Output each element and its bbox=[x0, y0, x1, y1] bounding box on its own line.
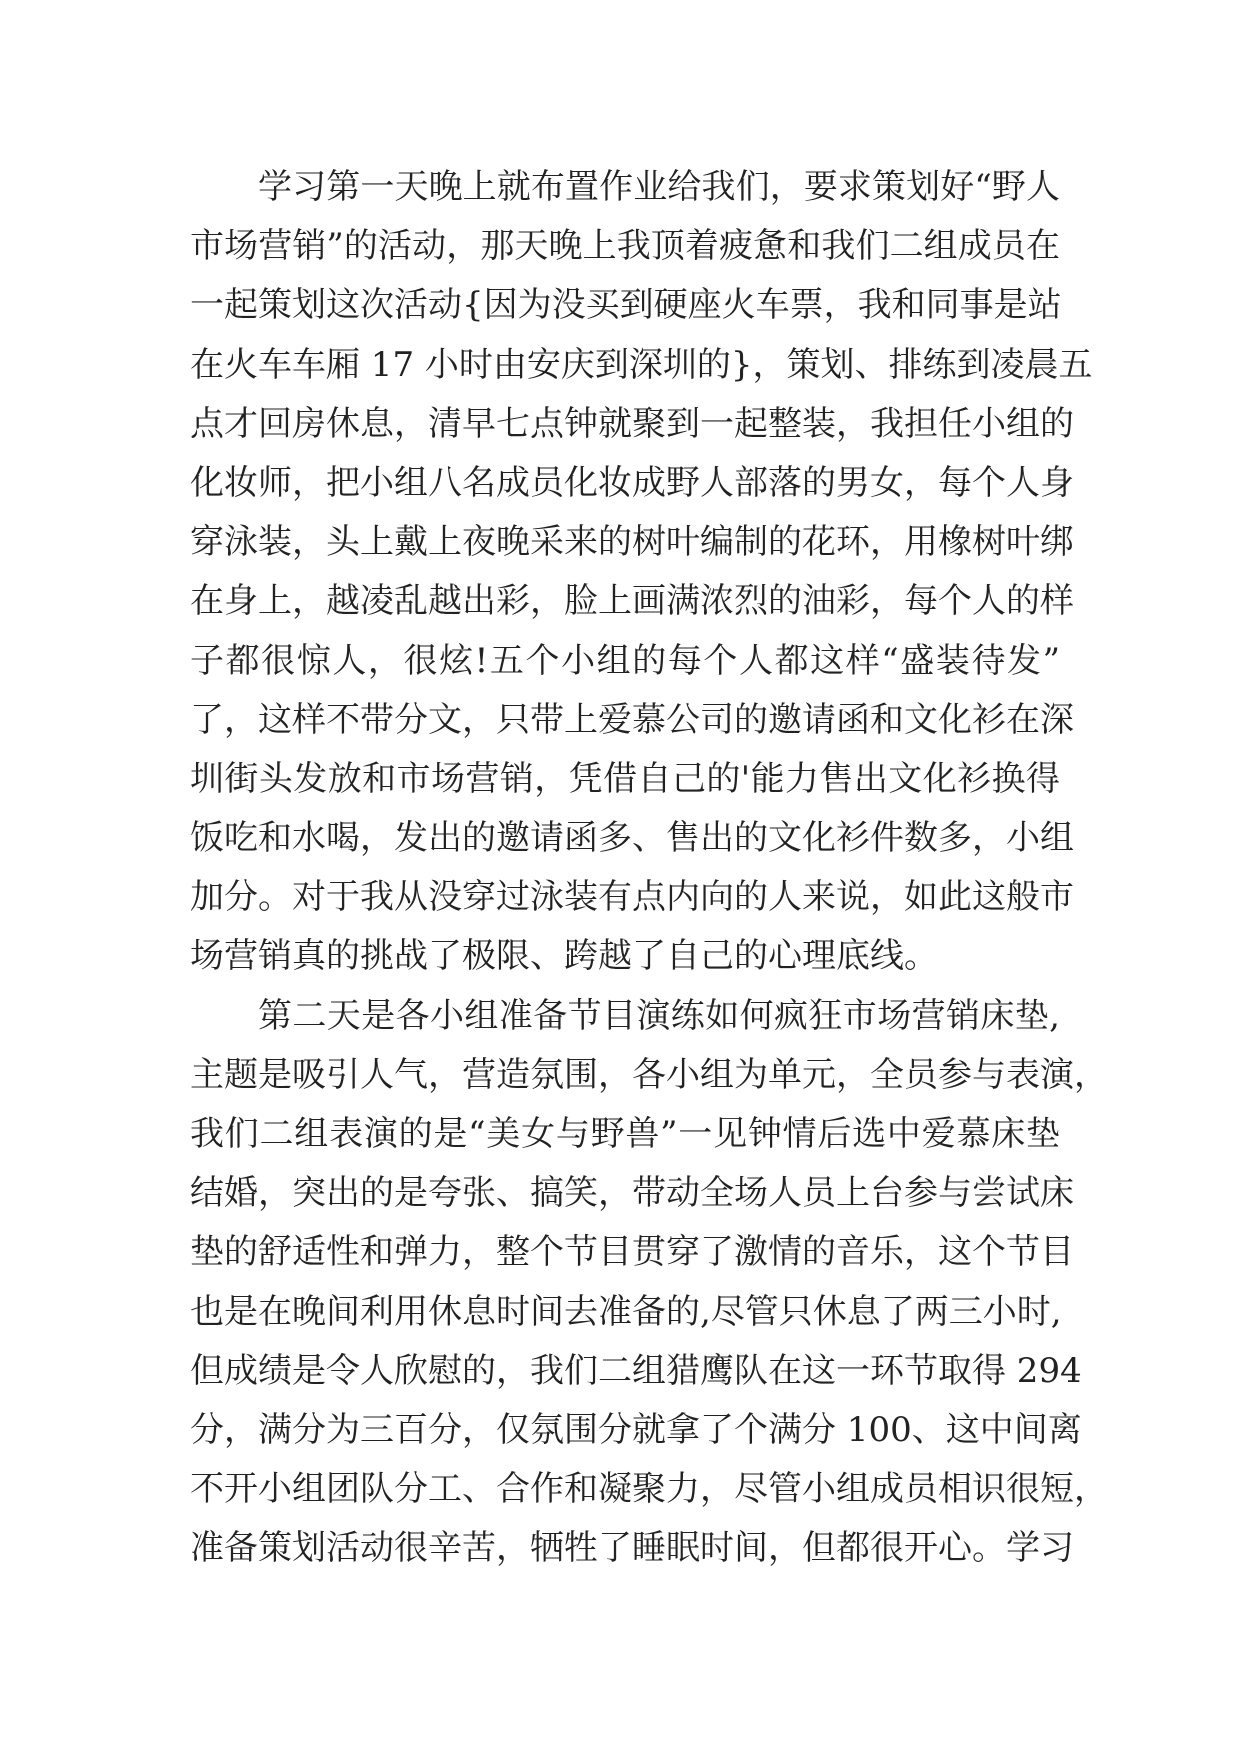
document-body bbox=[190, 158, 1108, 1579]
text-line: 穿泳装，头上戴上夜晚采来的树叶编制的花环，用橡树叶绑 bbox=[190, 522, 1074, 563]
text-line: 在火车车厢 17 小时由安庆到深圳的}，策划、排练到凌晨五 bbox=[190, 344, 1093, 385]
text-line: 结婚，突出的是夸张、搞笑，带动全场人员上台参与尝试床 bbox=[190, 1173, 1074, 1214]
text-line: 第二天是各小组准备节目演练如何疯狂市场营销床垫, bbox=[258, 995, 1060, 1036]
text-line: 子都很惊人，很炫!五个小组的每个人都这样“盛装待发” bbox=[190, 640, 1060, 681]
text-line: 垫的舒适性和弹力，整个节目贯穿了激情的音乐，这个节目 bbox=[190, 1232, 1074, 1273]
text-line: 也是在晚间利用休息时间去准备的,尽管只休息了两三小时, bbox=[190, 1291, 1062, 1332]
text-line: 分，满分为三百分，仅氛围分就拿了个满分 100、这中间离 bbox=[190, 1409, 1082, 1450]
text-line: 场营销真的挑战了极限、跨越了自己的心理底线。 bbox=[190, 936, 938, 977]
text-line: 在身上，越凌乱越出彩，脸上画满浓烈的油彩，每个人的样 bbox=[190, 581, 1074, 622]
text-line: 不开小组团队分工、合作和凝聚力，尽管小组成员相识很短， bbox=[190, 1469, 1108, 1510]
paragraph bbox=[190, 158, 1093, 987]
text-line: 圳街头发放和市场营销，凭借自己的'能力售出文化衫换得 bbox=[190, 758, 1060, 799]
text-line: 市场营销”的活动，那天晚上我顶着疲惫和我们二组成员在 bbox=[190, 226, 1060, 267]
text-line: 饭吃和水喝，发出的邀请函多、售出的文化衫件数多，小组 bbox=[190, 818, 1074, 859]
text-line: 准备策划活动很辛苦，牺牲了睡眠时间，但都很开心。学习 bbox=[190, 1528, 1074, 1569]
text-line: 一起策划这次活动{因为没买到硬座火车票，我和同事是站 bbox=[190, 285, 1062, 326]
text-line: 了，这样不带分文，只带上爱慕公司的邀请函和文化衫在深 bbox=[190, 699, 1074, 740]
text-line: 主题是吸引人气，营造氛围，各小组为单元，全员参与表演， bbox=[190, 1054, 1108, 1095]
text-line: 化妆师，把小组八名成员化妆成野人部落的男女，每个人身 bbox=[190, 462, 1074, 503]
paragraph bbox=[190, 987, 1108, 1579]
text-line: 学习第一天晚上就布置作业给我们，要求策划好“野人 bbox=[258, 167, 1060, 207]
text-line: 我们二组表演的是“美女与野兽”一见钟情后选中爱慕床垫 bbox=[190, 1114, 1060, 1154]
text-line: 加分。对于我从没穿过泳装有点内向的人来说，如此这般市 bbox=[190, 877, 1074, 918]
text-line: 但成绩是令人欣慰的，我们二组猎鹰队在这一环节取得 294 bbox=[190, 1350, 1082, 1391]
text-line: 点才回房休息，清早七点钟就聚到一起整装，我担任小组的 bbox=[190, 403, 1074, 444]
